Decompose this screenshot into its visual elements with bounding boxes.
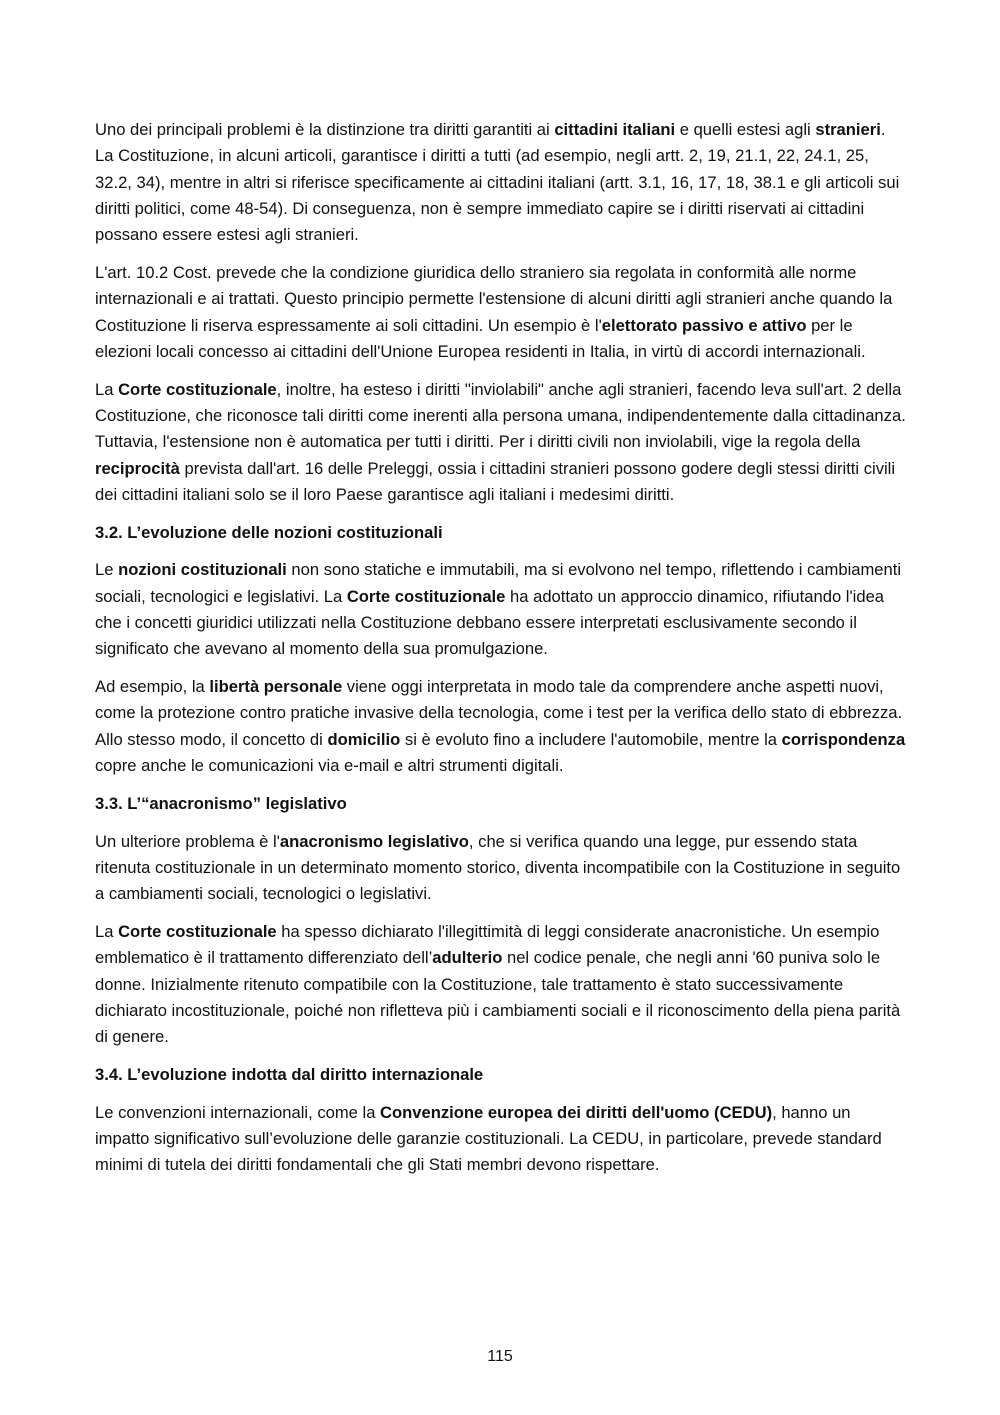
bold-text: anacronismo legislativo <box>279 831 469 851</box>
text-run: 3.2. L’evoluzione delle nozioni costituzionali <box>95 522 443 542</box>
text-run: , hanno un impatto significativo sull’evoluzione delle garanzie costituzionali. La CEDU, in particolare, prevede standard minimi di tutela dei diritti fondamentali che gli Stati membri devono rispettare. <box>95 1102 882 1175</box>
text-run: . La Costituzione, in alcuni articoli, garantisce i diritti a tutti (ad esempio, negli artt. 2, 19, 21.1, 22, 24.1, 25, 32.2, 34), mentre in altri si riferisce specificamente ai cittadini italiani (artt. 3.1, 16, 17, 18, 38.1 e gli articoli sui diritti politici, come 48-54). Di conseguenza, non è sempre immediato capire se i diritti riservati ai cittadini possano essere estesi agli stranieri. <box>95 120 900 245</box>
text-run: copre anche le comunicazioni via e-mail e altri strumenti digitali. <box>95 756 564 776</box>
text-run: 3.4. L’evoluzione indotta dal diritto internazionale <box>95 1065 484 1084</box>
bold-text: domicilio <box>327 729 401 749</box>
page-body <box>95 117 907 1190</box>
text-run: Le <box>95 560 119 580</box>
bold-text: cittadini italiani <box>554 120 676 139</box>
text-run: nel codice penale, che negli anni '60 puniva solo le donne. Inizialmente ritenuto compatibile con la Costituzione, tale trattamento è stato successivamente dichiarato incostituzionale, poiché non rifletteva più i cambiamenti sociali e il riconoscimento della piena parità di genere. <box>95 948 901 1047</box>
bold-text: libertà personale <box>209 677 343 697</box>
section-heading <box>95 520 907 546</box>
text-run: La <box>95 379 119 399</box>
paragraph <box>95 919 907 1050</box>
paragraph <box>95 260 907 365</box>
paragraph <box>95 1100 907 1179</box>
bold-text: reciprocità <box>95 458 180 478</box>
section-heading <box>95 791 907 817</box>
text-run: prevista dall'art. 16 delle Preleggi, ossia i cittadini stranieri possono godere degli stessi diritti civili dei cittadini italiani solo se il loro Paese garantisce agli italiani i medesimi diritti. <box>95 458 896 504</box>
text-run: , che si verifica quando una legge, pur essendo stata ritenuta costituzionale in un determinato momento storico, diventa incompatibile con la Costituzione in seguito a cambiamenti sociali, tecnologici o legislativi. <box>95 831 901 904</box>
page-number: 115 <box>487 1348 513 1365</box>
section-heading <box>95 1062 907 1088</box>
bold-text: corrispondenza <box>781 729 906 749</box>
paragraph <box>95 829 907 908</box>
paragraph <box>95 674 907 779</box>
paragraph <box>95 557 907 662</box>
bold-text: adulterio <box>432 948 503 968</box>
text-run: viene oggi interpretata in modo tale da comprendere anche aspetti nuovi, come la protezione contro pratiche invasive della tecnologia, come i test per la verifica dello stato di ebbrezza. Allo stesso modo, il concetto di <box>95 677 903 749</box>
bold-text: nozioni costituzionali <box>118 560 287 580</box>
bold-text: elettorato passivo e attivo <box>601 315 807 335</box>
bold-text: Corte costituzionale <box>346 586 506 606</box>
text-run: ha spesso dichiarato l'illegittimità di leggi considerate anacronistiche. Un esempio emblematico è il trattamento differenziato dell’ <box>95 922 880 968</box>
text-run: Le convenzioni internazionali, come la <box>95 1102 381 1122</box>
text-run: Ad esempio, la <box>95 677 210 697</box>
bold-text: Corte costituzionale <box>118 379 277 399</box>
text-run: , inoltre, ha esteso i diritti "inviolabili" anche agli stranieri, facendo leva sull'art. 2 della Costituzione, che riconosce tali diritti come inerenti alla persona umana, indipendentemente dalla cittadinanza. Tuttavia, l'estensione non è automatica per tutti i diritti. Per i diritti civili non inviolabili, vige la regola della <box>95 379 906 452</box>
paragraph <box>95 377 907 508</box>
text-run: per le elezioni locali concesso ai cittadini dell'Unione Europea residenti in Italia, in virtù di accordi internazionali. <box>95 315 866 361</box>
bold-text: Corte costituzionale <box>118 922 277 942</box>
bold-text: Convenzione europea dei diritti dell'uomo (CEDU) <box>380 1102 773 1122</box>
text-run: Uno dei principali problemi è la distinzione tra diritti garantiti ai <box>95 120 555 139</box>
text-run: e quelli estesi agli <box>675 120 816 139</box>
text-run: Un ulteriore problema è l' <box>95 831 280 851</box>
text-run: non sono statiche e immutabili, ma si evolvono nel tempo, riflettendo i cambiamenti sociali, tecnologici e legislativi. La <box>95 560 902 606</box>
text-run: La <box>95 922 119 942</box>
paragraph <box>95 117 907 248</box>
bold-text: stranieri <box>815 120 881 139</box>
text-run: L'art. 10.2 Cost. prevede che la condizione giuridica dello straniero sia regolata in conformità alle norme internazionali e ai trattati. Questo principio permette l'estensione di alcuni diritti agli stranieri anche quando la Costituzione li riserva espressamente ai soli cittadini. Un esempio è l' <box>95 262 893 335</box>
text-run: si è evoluto fino a includere l'automobile, mentre la <box>400 729 782 749</box>
text-run: 3.3. L’“anacronismo” legislativo <box>95 793 347 813</box>
text-run: ha adottato un approccio dinamico, rifiutando l'idea che i concetti giuridici utilizzati nella Costituzione debbano essere interpretati esclusivamente secondo il significato che avevano al momento della sua promulgazione. <box>95 586 885 659</box>
